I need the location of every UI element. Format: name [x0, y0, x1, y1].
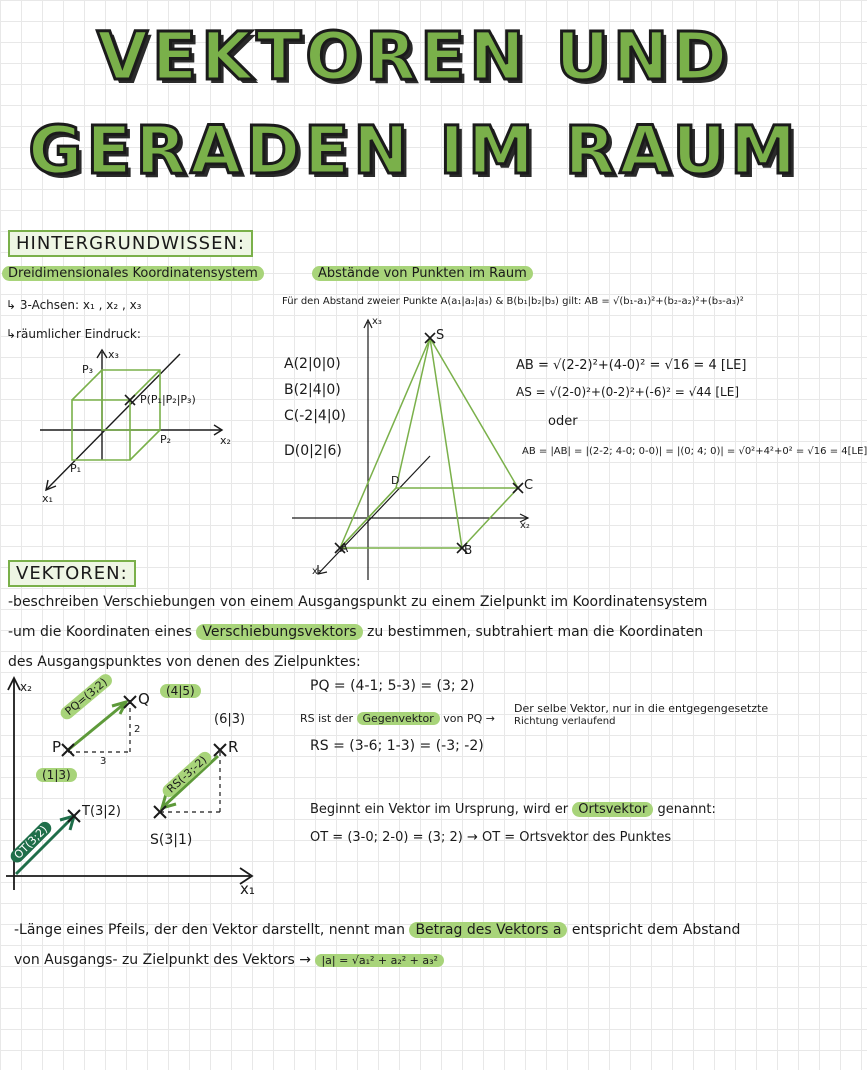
graph-label-pq: PQ=(3;2) [58, 672, 114, 722]
pyramid-label-x3: x₃ [372, 316, 382, 327]
pyramid-label-d: D [391, 474, 400, 487]
point-c: C(-2|4|0) [284, 408, 346, 424]
pyramid-label-x2: x₂ [520, 520, 530, 531]
graph-label-r-coord: (6|3) [214, 712, 246, 727]
cube-label-x3: x₃ [108, 348, 119, 361]
point-b: B(2|4|0) [284, 382, 341, 398]
cube-label-x2: x₂ [220, 434, 231, 447]
cube-label-x1: x₁ [42, 492, 53, 505]
cube-label-p: P(P₁|P₂|P₃) [140, 393, 196, 406]
graph-label-q: Q [138, 690, 150, 708]
point-d: D(0|2|6) [284, 443, 342, 459]
vectors-line-3: des Ausgangspunktes von denen des Zielpunktes: [8, 654, 361, 670]
graph-label-q-coord: (4|5) [160, 684, 201, 698]
calc-oder: oder [548, 414, 578, 429]
cube-label-p1: P₁ [70, 462, 82, 475]
vectors-line-1: -beschreiben Verschiebungen von einem Ausgangspunkt zu einem Zielpunkt im Koordinatensystem [8, 594, 708, 610]
pyramid-label-b: B [464, 543, 473, 557]
equation-rs-text: RS ist der Gegenvektor von PQ → [300, 712, 495, 725]
axes-text: ↳ 3-Achsen: x₁ , x₂ , x₃ [6, 298, 142, 312]
graph-label-ot: OT(3;2) [8, 819, 54, 865]
distance-formula: Für den Abstand zweier Punkte A(a₁|a₂|a₃) & B(b₁|b₂|b₃) gilt: AB = √(b₁-a₁)²+(b₂-a₂)²+(b₃-a₃)² [282, 296, 744, 307]
graph-label-p-coord: (1|3) [36, 768, 77, 782]
graph-label-x2: x₂ [20, 680, 32, 694]
length-line-1: -Länge eines Pfeils, der den Vektor darstellt, nennt man Betrag des Vektors a entspricht dem Abstand [14, 922, 741, 938]
pyramid-label-s: S [436, 328, 445, 343]
title-line-2: GERADEN IM RAUM [28, 112, 800, 189]
equation-rs: RS = (3-6; 1-3) = (-3; -2) [310, 738, 484, 754]
equation-rs-note-2: Richtung verlaufend [514, 716, 616, 727]
subheading-coordinate-system: Dreidimensionales Koordinatensystem [2, 266, 264, 281]
graph-label-s: S(3|1) [150, 832, 193, 848]
equation-pq: PQ = (4-1; 5-3) = (3; 2) [310, 678, 475, 694]
graph-label-two: 2 [134, 724, 141, 735]
graph-label-r: R [228, 738, 239, 756]
equation-ot: OT = (3-0; 2-0) = (3; 2) → OT = Ortsvektor des Punktes [310, 830, 672, 845]
impression-text: ↳räumlicher Eindruck: [6, 327, 141, 341]
graph-label-t: T(3|2) [82, 804, 122, 819]
graph-label-rs: RS(-3;-2) [160, 749, 214, 799]
pyramid-label-c: C [524, 478, 534, 493]
title-line-1: VEKTOREN UND [96, 18, 732, 95]
pyramid-label-x1: x₁ [312, 566, 322, 577]
point-a: A(2|0|0) [284, 356, 341, 372]
vectors-line-2: -um die Koordinaten eines Verschiebungsvektors zu bestimmen, subtrahiert man die Koordinaten [8, 624, 704, 640]
pyramid-label-a: A [340, 541, 349, 555]
heading-vektoren: VEKTOREN: [8, 560, 136, 587]
calc-as: AS = √(2-0)²+(0-2)²+(-6)² = √44 [LE] [516, 385, 739, 399]
graph-label-p: P [52, 738, 62, 756]
graph-label-three: 3 [100, 756, 107, 767]
graph-label-x1: x₁ [240, 880, 255, 898]
subheading-distance: Abstände von Punkten im Raum [312, 266, 533, 281]
calc-ab: AB = √(2-2)²+(4-0)² = √16 = 4 [LE] [516, 358, 747, 373]
heading-hintergrundwissen: HINTERGRUNDWISSEN: [8, 230, 253, 257]
calc-ab-vector: AB = |AB| = |(2-2; 4-0; 0-0)| = |(0; 4; 0)| = √0²+4²+0² = √16 = 4[LE] [522, 446, 867, 457]
cube-label-p3: P₃ [82, 363, 94, 376]
equation-rs-note-1: Der selbe Vektor, nur in die entgegengesetzte [514, 702, 769, 715]
cube-label-p2: P₂ [160, 433, 172, 446]
length-line-2: von Ausgangs- zu Zielpunkt des Vektors → |a| = √a₁² + a₂² + a₃² [14, 952, 444, 968]
ortsvektor-text: Beginnt ein Vektor im Ursprung, wird er Ortsvektor genannt: [310, 802, 716, 817]
